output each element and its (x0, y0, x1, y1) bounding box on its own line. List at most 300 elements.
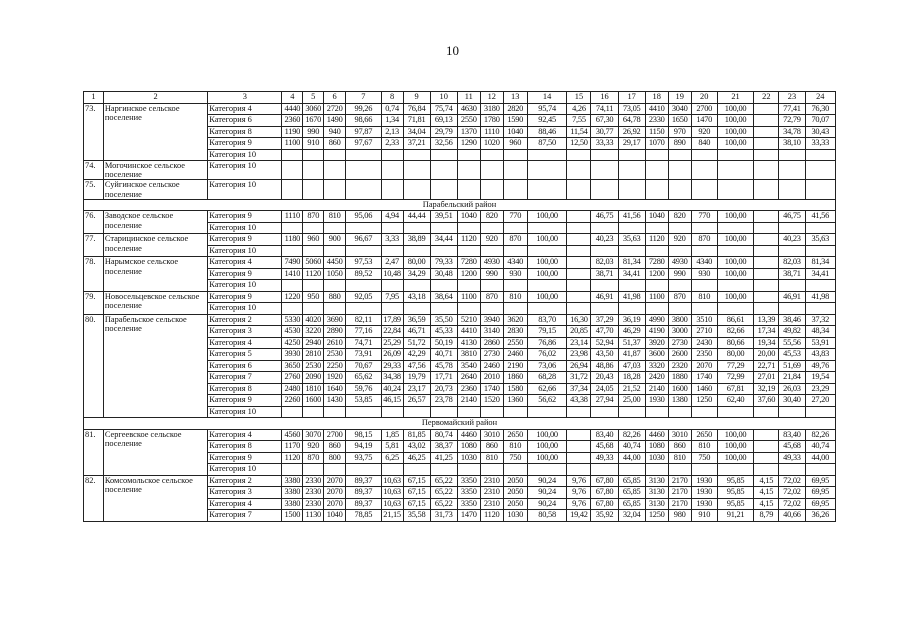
value-cell: 99,26 (346, 103, 382, 115)
value-cell: 74,11 (591, 103, 618, 115)
value-cell: 23,98 (567, 349, 591, 361)
value-cell: 77,29 (717, 360, 754, 372)
value-cell: 32,19 (754, 383, 779, 395)
column-number: 2 (103, 92, 207, 104)
value-cell: 1100 (645, 291, 668, 303)
value-cell: 65,85 (618, 498, 645, 510)
value-cell (645, 222, 668, 234)
value-cell: 76,30 (805, 103, 836, 115)
value-cell (567, 464, 591, 476)
value-cell: 43,18 (403, 291, 430, 303)
value-cell: 800 (324, 452, 346, 464)
value-cell (403, 149, 430, 161)
value-cell (303, 161, 324, 180)
value-cell: 950 (303, 291, 324, 303)
value-cell: 2730 (668, 337, 691, 349)
value-cell: 4,15 (754, 487, 779, 499)
category-cell: Категория 3 (208, 487, 282, 499)
value-cell: 2360 (457, 383, 480, 395)
value-cell: 67,81 (717, 383, 754, 395)
value-cell: 860 (324, 138, 346, 150)
value-cell: 1020 (480, 138, 503, 150)
value-cell: 43,50 (591, 349, 618, 361)
value-cell (346, 280, 382, 292)
value-cell (754, 115, 779, 127)
header-row (84, 92, 836, 104)
value-cell: 7490 (282, 257, 303, 269)
value-cell (754, 441, 779, 453)
value-cell (567, 406, 591, 418)
value-cell (346, 303, 382, 315)
value-cell: 2170 (668, 498, 691, 510)
value-cell (527, 280, 567, 292)
value-cell: 40,71 (430, 349, 457, 361)
value-cell: 1130 (303, 510, 324, 522)
value-cell: 2330 (303, 475, 324, 487)
value-cell (805, 180, 836, 199)
value-cell (430, 464, 457, 476)
value-cell (282, 406, 303, 418)
value-cell: 100,00 (527, 441, 567, 453)
value-cell: 47,70 (591, 326, 618, 338)
value-cell: 98,66 (346, 115, 382, 127)
settlement-name: Нарымское сельское поселение (103, 257, 207, 292)
value-cell: 1100 (282, 138, 303, 150)
value-cell: 76,84 (403, 103, 430, 115)
value-cell: 1110 (480, 126, 503, 138)
value-cell: 870 (303, 211, 324, 223)
value-cell: 100,00 (717, 126, 754, 138)
value-cell: 37,60 (754, 395, 779, 407)
category-cell: Категория 9 (208, 234, 282, 246)
value-cell: 9,76 (567, 475, 591, 487)
value-cell: 47,03 (618, 360, 645, 372)
value-cell: 65,85 (618, 487, 645, 499)
value-cell (691, 303, 717, 315)
value-cell (717, 280, 754, 292)
value-cell: 7,55 (567, 115, 591, 127)
value-cell: 3920 (645, 337, 668, 349)
value-cell (346, 464, 382, 476)
value-cell: 1120 (480, 510, 503, 522)
value-cell: 65,85 (618, 475, 645, 487)
value-cell: 100,00 (527, 429, 567, 441)
value-cell: 53,85 (346, 395, 382, 407)
column-number: 1 (84, 92, 104, 104)
value-cell (591, 303, 618, 315)
category-cell: Категория 2 (208, 475, 282, 487)
value-cell: 49,33 (779, 452, 805, 464)
value-cell: 1930 (691, 498, 717, 510)
value-cell: 69,95 (805, 487, 836, 499)
value-cell (403, 303, 430, 315)
value-cell: 40,66 (779, 510, 805, 522)
value-cell: 3650 (282, 360, 303, 372)
value-cell: 940 (324, 126, 346, 138)
value-cell: 2140 (645, 383, 668, 395)
value-cell: 4410 (457, 326, 480, 338)
value-cell (503, 222, 527, 234)
value-cell: 78,85 (346, 510, 382, 522)
value-cell: 1520 (480, 395, 503, 407)
value-cell (324, 245, 346, 257)
value-cell: 34,41 (618, 268, 645, 280)
value-cell: 35,63 (805, 234, 836, 246)
value-cell: 2430 (691, 337, 717, 349)
column-number: 11 (457, 92, 480, 104)
value-cell: 1200 (645, 268, 668, 280)
value-cell: 12,50 (567, 138, 591, 150)
value-cell: 2070 (324, 487, 346, 499)
value-cell (282, 180, 303, 199)
value-cell: 100,00 (527, 452, 567, 464)
value-cell: 46,71 (403, 326, 430, 338)
value-cell: 1120 (645, 234, 668, 246)
value-cell (591, 161, 618, 180)
value-cell: 3070 (303, 429, 324, 441)
value-cell: 4,15 (754, 475, 779, 487)
value-cell: 990 (668, 268, 691, 280)
value-cell (668, 161, 691, 180)
value-cell: 1250 (645, 510, 668, 522)
table-row (84, 161, 836, 180)
value-cell: 100,00 (717, 138, 754, 150)
value-cell (503, 180, 527, 199)
value-cell (381, 464, 403, 476)
value-cell: 17,71 (430, 372, 457, 384)
district-name: Парабельский район (84, 199, 836, 211)
value-cell: 3690 (324, 314, 346, 326)
column-number: 15 (567, 92, 591, 104)
value-cell: 1100 (457, 291, 480, 303)
value-cell (282, 245, 303, 257)
value-cell: 74,71 (346, 337, 382, 349)
value-cell: 0,74 (381, 103, 403, 115)
district-row (84, 418, 836, 430)
value-cell: 2480 (282, 383, 303, 395)
value-cell: 980 (668, 510, 691, 522)
value-cell (430, 222, 457, 234)
value-cell: 97,67 (346, 138, 382, 150)
category-cell: Категория 10 (208, 149, 282, 161)
value-cell (324, 149, 346, 161)
value-cell (754, 280, 779, 292)
value-cell: 91,21 (717, 510, 754, 522)
value-cell (691, 161, 717, 180)
value-cell (480, 280, 503, 292)
value-cell: 1600 (303, 395, 324, 407)
category-cell: Категория 7 (208, 372, 282, 384)
value-cell: 2650 (691, 429, 717, 441)
value-cell: 95,85 (717, 475, 754, 487)
value-cell: 100,00 (527, 268, 567, 280)
value-cell: 65,22 (430, 487, 457, 499)
category-cell: Категория 4 (208, 257, 282, 269)
value-cell: 910 (691, 510, 717, 522)
value-cell (503, 245, 527, 257)
value-cell: 32,56 (430, 138, 457, 150)
value-cell: 1040 (457, 211, 480, 223)
value-cell (779, 149, 805, 161)
value-cell (805, 149, 836, 161)
value-cell (567, 429, 591, 441)
category-cell: Категория 9 (208, 452, 282, 464)
value-cell: 19,79 (403, 372, 430, 384)
value-cell: 49,33 (591, 452, 618, 464)
settlement-number: 78. (84, 257, 104, 292)
value-cell: 38,71 (591, 268, 618, 280)
value-cell: 46,25 (403, 452, 430, 464)
category-cell: Категория 9 (208, 268, 282, 280)
settlement-number: 75. (84, 180, 104, 199)
statistics-table (83, 91, 836, 522)
value-cell (324, 280, 346, 292)
column-number: 18 (645, 92, 668, 104)
value-cell: 1250 (691, 395, 717, 407)
value-cell: 890 (668, 138, 691, 150)
value-cell: 960 (303, 234, 324, 246)
value-cell: 4990 (645, 314, 668, 326)
value-cell: 7280 (645, 257, 668, 269)
value-cell: 21,15 (381, 510, 403, 522)
value-cell (754, 126, 779, 138)
value-cell: 43,83 (805, 349, 836, 361)
value-cell: 9,76 (567, 498, 591, 510)
value-cell (645, 464, 668, 476)
value-cell: 4560 (282, 429, 303, 441)
value-cell: 1670 (303, 115, 324, 127)
value-cell: 67,80 (591, 487, 618, 499)
value-cell: 4930 (480, 257, 503, 269)
value-cell: 100,00 (527, 291, 567, 303)
value-cell (457, 245, 480, 257)
value-cell (717, 464, 754, 476)
value-cell (303, 406, 324, 418)
value-cell: 80,00 (717, 349, 754, 361)
value-cell: 34,41 (805, 268, 836, 280)
value-cell: 38,89 (403, 234, 430, 246)
value-cell: 77,41 (779, 103, 805, 115)
value-cell: 97,53 (346, 257, 382, 269)
value-cell: 1150 (645, 126, 668, 138)
value-cell: 40,23 (779, 234, 805, 246)
value-cell (754, 257, 779, 269)
value-cell: 880 (324, 291, 346, 303)
value-cell: 810 (503, 441, 527, 453)
value-cell (457, 222, 480, 234)
value-cell: 2720 (324, 103, 346, 115)
value-cell: 11,54 (567, 126, 591, 138)
column-number: 22 (754, 92, 779, 104)
value-cell: 930 (691, 268, 717, 280)
value-cell: 80,74 (430, 429, 457, 441)
value-cell (381, 245, 403, 257)
value-cell: 23,78 (430, 395, 457, 407)
value-cell (691, 245, 717, 257)
column-number: 21 (717, 92, 754, 104)
value-cell: 2330 (303, 498, 324, 510)
value-cell: 20,00 (754, 349, 779, 361)
settlement-name: Старицинское сельское поселение (103, 234, 207, 257)
value-cell: 33,33 (805, 138, 836, 150)
value-cell (805, 406, 836, 418)
value-cell: 1120 (303, 268, 324, 280)
value-cell: 65,22 (430, 475, 457, 487)
value-cell: 2760 (282, 372, 303, 384)
value-cell: 1120 (457, 234, 480, 246)
value-cell: 2640 (457, 372, 480, 384)
value-cell: 100,00 (717, 234, 754, 246)
value-cell (567, 452, 591, 464)
value-cell: 59,76 (346, 383, 382, 395)
value-cell (567, 234, 591, 246)
value-cell (668, 303, 691, 315)
value-cell: 960 (503, 138, 527, 150)
value-cell: 3350 (457, 487, 480, 499)
table-row (84, 103, 836, 115)
value-cell: 27,01 (754, 372, 779, 384)
value-cell: 870 (691, 234, 717, 246)
value-cell (282, 161, 303, 180)
value-cell (303, 303, 324, 315)
value-cell (779, 245, 805, 257)
value-cell (457, 280, 480, 292)
value-cell: 3800 (668, 314, 691, 326)
value-cell: 10,63 (381, 498, 403, 510)
value-cell: 48,34 (805, 326, 836, 338)
value-cell: 26,09 (381, 349, 403, 361)
value-cell: 30,48 (430, 268, 457, 280)
value-cell: 90,24 (527, 487, 567, 499)
value-cell (567, 161, 591, 180)
value-cell: 69,95 (805, 475, 836, 487)
value-cell: 2090 (303, 372, 324, 384)
value-cell: 1040 (645, 211, 668, 223)
category-cell: Категория 3 (208, 326, 282, 338)
value-cell (591, 280, 618, 292)
value-cell: 81,85 (403, 429, 430, 441)
value-cell (567, 257, 591, 269)
value-cell: 96,67 (346, 234, 382, 246)
value-cell (480, 245, 503, 257)
value-cell (779, 222, 805, 234)
value-cell (779, 161, 805, 180)
value-cell: 4630 (457, 103, 480, 115)
value-cell: 8,79 (754, 510, 779, 522)
value-cell (282, 464, 303, 476)
value-cell: 65,22 (430, 498, 457, 510)
value-cell: 4340 (503, 257, 527, 269)
settlement-name: Парабельское сельское поселение (103, 314, 207, 418)
value-cell: 95,85 (717, 487, 754, 499)
value-cell: 2820 (503, 103, 527, 115)
value-cell: 1080 (645, 441, 668, 453)
column-number: 3 (208, 92, 282, 104)
value-cell: 30,77 (591, 126, 618, 138)
value-cell (645, 180, 668, 199)
value-cell (303, 180, 324, 199)
value-cell (403, 222, 430, 234)
value-cell: 2700 (691, 103, 717, 115)
value-cell (567, 222, 591, 234)
value-cell: 3220 (303, 326, 324, 338)
value-cell: 810 (691, 441, 717, 453)
value-cell: 920 (668, 234, 691, 246)
value-cell: 13,39 (754, 314, 779, 326)
page-number: 10 (446, 43, 459, 58)
value-cell (618, 222, 645, 234)
value-cell: 7280 (457, 257, 480, 269)
district-name: Первомайский район (84, 418, 836, 430)
value-cell (618, 149, 645, 161)
value-cell: 1860 (503, 372, 527, 384)
value-cell: 2310 (480, 475, 503, 487)
value-cell: 35,58 (403, 510, 430, 522)
value-cell: 1430 (324, 395, 346, 407)
value-cell (717, 149, 754, 161)
value-cell (805, 280, 836, 292)
value-cell: 82,03 (779, 257, 805, 269)
value-cell: 5210 (457, 314, 480, 326)
value-cell (324, 406, 346, 418)
value-cell: 41,98 (805, 291, 836, 303)
value-cell: 33,33 (591, 138, 618, 150)
value-cell: 920 (480, 234, 503, 246)
value-cell (645, 303, 668, 315)
value-cell: 100,00 (527, 234, 567, 246)
value-cell: 49,76 (805, 360, 836, 372)
value-cell: 62,66 (527, 383, 567, 395)
value-cell (503, 303, 527, 315)
value-cell: 2,33 (381, 138, 403, 150)
value-cell: 62,40 (717, 395, 754, 407)
value-cell: 810 (324, 211, 346, 223)
value-cell: 3380 (282, 487, 303, 499)
value-cell: 80,00 (403, 257, 430, 269)
value-cell: 3010 (480, 429, 503, 441)
value-cell (668, 180, 691, 199)
value-cell: 3000 (668, 326, 691, 338)
value-cell: 4460 (457, 429, 480, 441)
value-cell: 38,10 (779, 138, 805, 150)
value-cell: 83,40 (779, 429, 805, 441)
value-cell: 4530 (282, 326, 303, 338)
value-cell (381, 406, 403, 418)
value-cell: 36,26 (805, 510, 836, 522)
value-cell: 2320 (668, 360, 691, 372)
value-cell: 2310 (480, 498, 503, 510)
value-cell: 860 (480, 441, 503, 453)
value-cell: 2330 (303, 487, 324, 499)
value-cell: 970 (668, 126, 691, 138)
value-cell: 1110 (282, 211, 303, 223)
settlement-name: Заводское сельское поселение (103, 211, 207, 234)
value-cell (324, 303, 346, 315)
value-cell: 82,03 (591, 257, 618, 269)
value-cell (668, 245, 691, 257)
value-cell: 22,84 (381, 326, 403, 338)
value-cell: 38,71 (779, 268, 805, 280)
value-cell: 29,17 (618, 138, 645, 150)
value-cell: 3140 (480, 326, 503, 338)
value-cell: 41,56 (618, 211, 645, 223)
category-cell: Категория 5 (208, 349, 282, 361)
category-cell: Категория 4 (208, 103, 282, 115)
value-cell: 37,34 (567, 383, 591, 395)
value-cell (717, 303, 754, 315)
value-cell: 1930 (645, 395, 668, 407)
value-cell (717, 406, 754, 418)
